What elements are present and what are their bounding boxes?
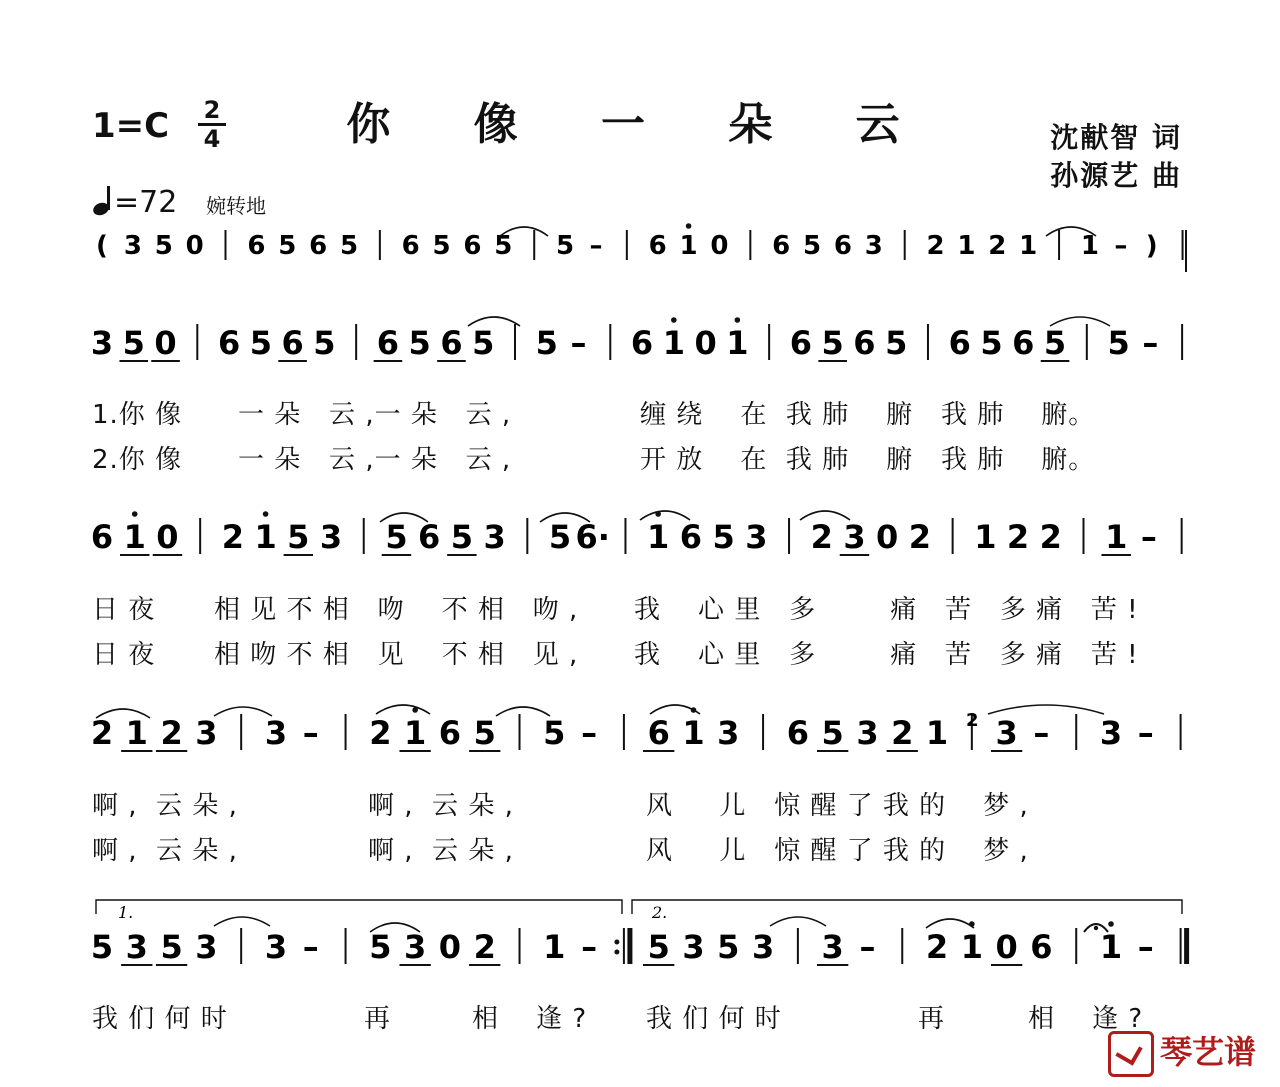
score-note: 2: [908, 518, 932, 556]
score-note: ): [1145, 231, 1158, 261]
lyric-segment: 相 逢 ?: [1028, 1004, 1144, 1034]
score-note: –: [1137, 714, 1154, 752]
lyric-segment: 风 儿 惊 醒 了 我 的 梦 ,: [646, 791, 1029, 821]
lyric-segment: 我 们 何 时: [646, 1004, 782, 1034]
repeat-dot: [614, 940, 619, 945]
score-note: 5: [160, 928, 183, 966]
score-note: 1: [1099, 928, 1123, 966]
score-note: 1: [1105, 518, 1128, 556]
score-note: 1: [1019, 231, 1038, 261]
score-note: 1: [647, 518, 670, 556]
slur-arc: [926, 919, 974, 928]
score-note: 3: [483, 518, 506, 556]
score-note: 2: [160, 714, 183, 752]
lyric-segment: 相 见 不 相 吻 不 相 吻 ,: [214, 595, 579, 625]
score-note: 6: [309, 231, 328, 261]
score-note: –: [1033, 714, 1050, 752]
score-note: 5: [122, 324, 145, 362]
score-note: 5: [154, 231, 173, 261]
score-note: –: [570, 324, 587, 362]
lyric-segment: 日 夜: [92, 640, 156, 670]
octave-dot: [263, 511, 269, 517]
key-signature: 1=C: [92, 106, 170, 146]
score-note: 2: [988, 231, 1007, 261]
score-note: 3: [682, 928, 705, 966]
volta-bracket-1: [96, 900, 622, 914]
lyric-segment: 相 逢 ?: [472, 1004, 588, 1034]
score-note: 6: [630, 324, 654, 362]
score-note: –: [302, 714, 319, 752]
score-note: 3: [125, 928, 148, 966]
score-note: 3: [123, 231, 142, 261]
lyric-segment: 相 吻 不 相 见 不 相 见 ,: [214, 640, 579, 670]
score-note: –: [581, 928, 598, 966]
score-note: 5: [548, 518, 572, 556]
score-note: 5: [494, 231, 513, 261]
score-note: 5: [339, 231, 359, 261]
score-note: 6: [90, 518, 114, 556]
score-note: 6: [786, 714, 810, 752]
score-note: 6: [418, 518, 441, 556]
score-note: 2: [925, 928, 949, 966]
score-note: 5: [450, 518, 474, 556]
octave-dot: [1108, 921, 1114, 927]
score-note: 6: [1012, 324, 1035, 362]
score-note: 1: [254, 518, 277, 556]
slur-arc: [988, 705, 1104, 714]
lyric-segment: 我 心 里 多 痛 苦 多 痛 苦 !: [634, 640, 1139, 670]
score-note: 1: [957, 231, 976, 261]
slur-arc: [214, 707, 272, 716]
score-note: 2: [891, 714, 914, 752]
score-note: 3: [995, 714, 1018, 752]
score-note: 2: [926, 231, 945, 261]
score-note: 5: [543, 714, 566, 752]
score-note: 2: [810, 518, 833, 556]
score-note: 2: [1039, 518, 1062, 556]
watermark-logo: [1108, 1027, 1256, 1077]
score-note: 5: [473, 714, 496, 752]
score-note: (: [96, 231, 108, 261]
score-note: 5: [535, 324, 558, 362]
score-note: 1: [1080, 231, 1099, 261]
score-note: 5: [369, 928, 392, 966]
score-note: 3: [717, 714, 740, 752]
score-note: 3: [90, 324, 114, 362]
score-note: 6: [440, 324, 463, 362]
lyric-segment: 啊 , 云 朵 ,: [92, 791, 238, 821]
score-note: 5: [717, 928, 740, 966]
score-note: 6: [247, 231, 266, 261]
score-note: 5: [249, 324, 272, 362]
lyric-segment: 2.你 像: [92, 445, 183, 475]
watermark-icon: [1108, 1031, 1154, 1077]
score-note: 6: [789, 324, 813, 362]
tempo-value: =72: [114, 185, 178, 220]
score-note: 5: [885, 324, 908, 362]
score-note: 5: [90, 928, 114, 966]
score-note: –: [1140, 518, 1157, 556]
score-note: 1: [404, 714, 427, 752]
score-note: 3: [1099, 714, 1123, 752]
score-note: 3: [264, 928, 288, 966]
score-note: 5: [278, 231, 297, 261]
lyric-segment: 啊 , 云 朵 ,: [92, 836, 238, 866]
volta-label-2: 2.: [652, 903, 668, 922]
octave-dot: [686, 223, 692, 229]
score-note: 6: [376, 324, 400, 362]
lyric-segment: 一 朵 云 ,一 朵 云 ,: [238, 445, 512, 475]
score-note: 6: [679, 518, 703, 556]
score-note: 5: [287, 518, 310, 556]
slur-arc: [496, 707, 550, 716]
score-note: 5: [408, 324, 431, 362]
slur-arc: [376, 705, 430, 714]
score-note: –: [302, 928, 319, 966]
song-title: 你 像 一 朵 云: [346, 99, 934, 150]
score-note: 5: [432, 231, 451, 261]
score-note: 5: [385, 518, 408, 556]
score-note: 5: [472, 324, 495, 362]
score-note: 5: [803, 231, 822, 261]
score-note: 5: [821, 714, 844, 752]
score-note: 3: [821, 928, 844, 966]
fermata-dot: [1094, 926, 1098, 930]
score-note: 3: [864, 231, 883, 261]
score-note: 2: [90, 714, 114, 752]
lyric-segment: 风 儿 惊 醒 了 我 的 梦 ,: [646, 836, 1029, 866]
score-note: 6: [463, 231, 482, 261]
score-note: 6: [438, 714, 462, 752]
score-note: 6·: [575, 518, 610, 556]
score-note: 6: [948, 324, 971, 362]
lyric-segment: 啊 , 云 朵 ,: [368, 791, 514, 821]
lyric-segment: 再: [918, 1004, 946, 1034]
lyric-segment: 我 心 里 多 痛 苦 多 痛 苦 !: [634, 595, 1139, 625]
score-note: 6: [648, 231, 667, 261]
score-note: 6: [1030, 928, 1053, 966]
score-note: 1: [662, 324, 685, 362]
score-note: 5: [1043, 324, 1067, 362]
score-note: 1: [679, 231, 698, 261]
score-note: 0: [438, 928, 462, 966]
slur-arc: [650, 705, 700, 714]
volta-bracket-2: [632, 900, 1182, 914]
lyric-segment: 日 夜: [92, 595, 156, 625]
score-note: 5: [980, 324, 1003, 362]
score-note: –: [1114, 231, 1128, 261]
score-note: 1: [960, 928, 983, 966]
score-note: 1: [726, 324, 749, 362]
score-note: 3: [745, 518, 768, 556]
score-note: 0: [156, 518, 179, 556]
expression-marking: 婉转地: [206, 194, 266, 218]
score-note: 5: [647, 928, 670, 966]
time-signature-bottom: 4: [203, 125, 221, 153]
score-note: 6: [647, 714, 670, 752]
lyric-segment: 啊 , 云 朵 ,: [368, 836, 514, 866]
score-note: –: [1142, 324, 1159, 362]
score-note: 0: [710, 231, 729, 261]
score-note: 6: [833, 231, 853, 261]
score-note: 2: [473, 928, 496, 966]
lyric-segment: 一 朵 云 ,一 朵 云 ,: [238, 400, 512, 430]
score-note: 5: [1107, 324, 1130, 362]
score-note: 3: [195, 714, 218, 752]
lyric-segment: 再: [364, 1004, 392, 1034]
score-note: 6: [217, 324, 241, 362]
lyricist-credit: 沈献智 词: [1050, 121, 1182, 154]
lyric-segment: 缠 绕 在 我 肺 腑 我 肺 腑。: [640, 400, 1096, 430]
score-note: 0: [154, 324, 177, 362]
repeat-dot: [614, 950, 619, 955]
grace-note: 2: [966, 710, 979, 731]
score-note: 3: [751, 928, 775, 966]
volta-label-1: 1.: [118, 903, 134, 922]
lyric-segment: 1.你 像: [92, 400, 183, 430]
score-note: 3: [856, 714, 879, 752]
score-note: 1: [974, 518, 997, 556]
lyric-segment: 我 们 何 时: [92, 1004, 228, 1034]
score-note: –: [589, 231, 603, 261]
score-note: 3: [843, 518, 866, 556]
octave-dot: [132, 511, 138, 517]
score-note: 5: [712, 518, 735, 556]
slur-arc: [770, 917, 826, 926]
score-note: 5: [556, 231, 575, 261]
score-note: 2: [369, 714, 392, 752]
score-note: 6: [281, 324, 304, 362]
score-note: 0: [876, 518, 899, 556]
time-signature-top: 2: [203, 96, 221, 124]
octave-dot: [671, 317, 677, 323]
score-note: 2: [221, 518, 244, 556]
score-note: 5: [821, 324, 844, 362]
score-note: 2: [1006, 518, 1030, 556]
score-note: –: [581, 714, 598, 752]
score-note: 3: [264, 714, 288, 752]
score-note: 1: [123, 518, 146, 556]
score-note: 0: [995, 928, 1018, 966]
score-note: 1: [125, 714, 148, 752]
slur-arc: [214, 917, 270, 926]
score-note: –: [1137, 928, 1154, 966]
composer-credit: 孙源艺 曲: [1050, 159, 1182, 192]
score-note: 0: [694, 324, 717, 362]
score-note: 6: [772, 231, 791, 261]
score-note: 6: [401, 231, 420, 261]
score-note: 1: [543, 928, 566, 966]
watermark-text: 琴艺谱: [1159, 1033, 1256, 1071]
score-note: 1: [925, 714, 949, 752]
score-note: 3: [404, 928, 427, 966]
score-note: –: [859, 928, 876, 966]
score-note: 0: [185, 231, 204, 261]
octave-dot: [735, 317, 741, 323]
lyric-segment: 开 放 在 我 肺 腑 我 肺 腑。: [640, 445, 1096, 475]
score-note: 1: [682, 714, 705, 752]
score-note: 5: [313, 324, 336, 362]
score-note: 6: [853, 324, 876, 362]
score-note: 3: [319, 518, 343, 556]
score-note: 3: [195, 928, 218, 966]
